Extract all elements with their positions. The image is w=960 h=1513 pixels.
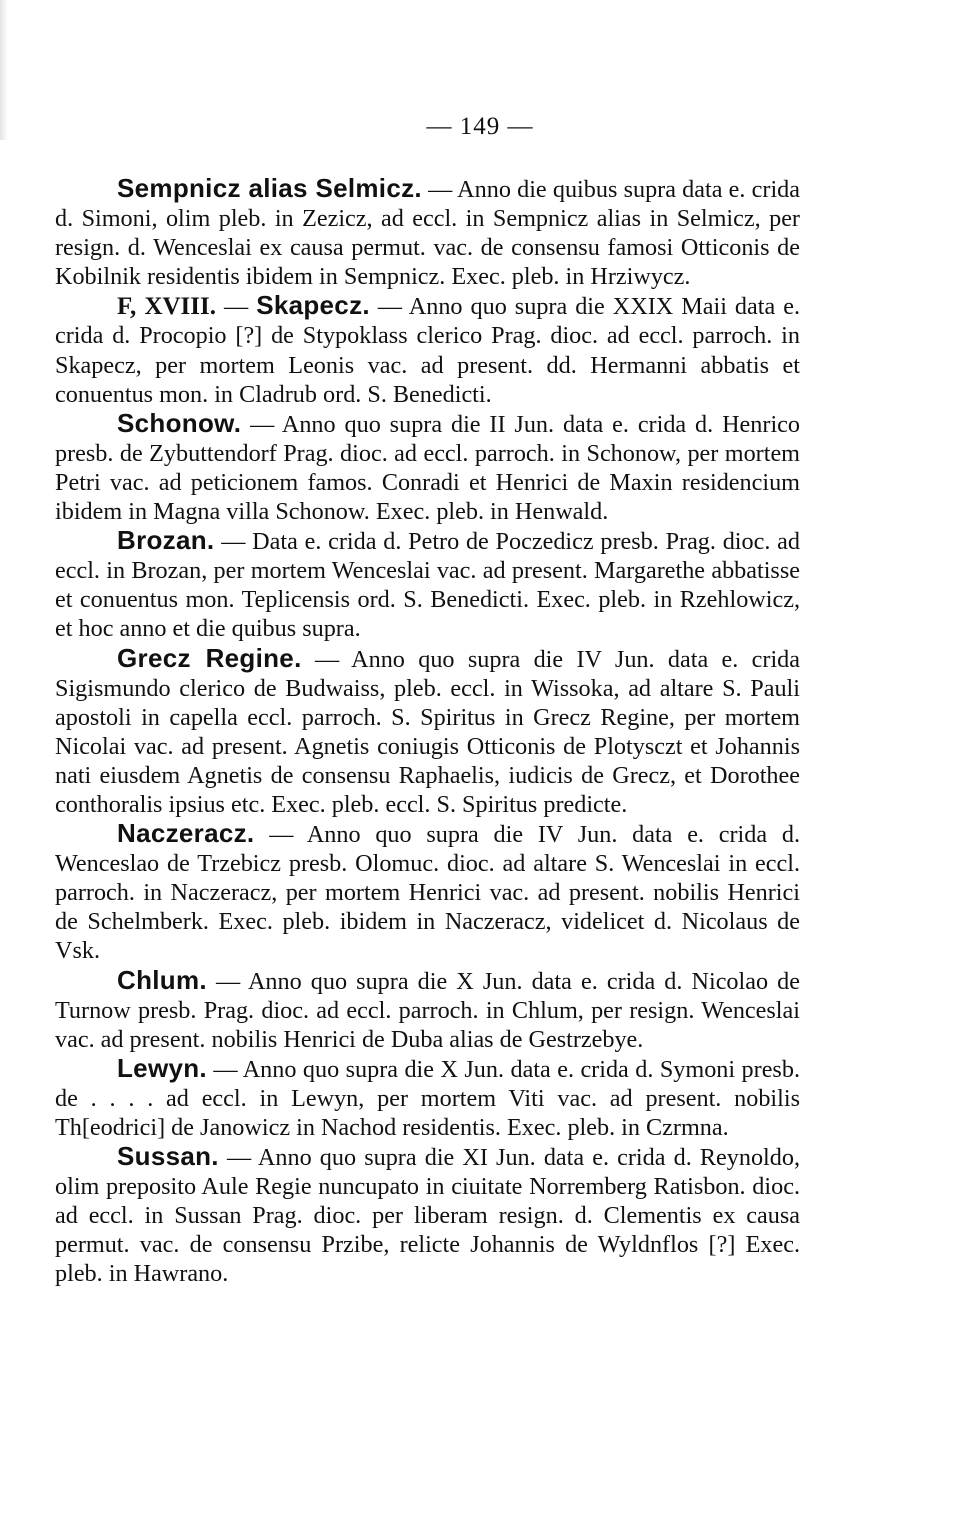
entry-lewyn [55,1054,800,1142]
entry-separator: — [224,293,257,321]
entry-body: — Anno die quibus supra data e. crida d. Simoni, olim pleb. in Zezicz, ad eccl. in Sempnicz alias in Selmicz, per resign. d. Wenceslai ex causa permut. vac. de consensu famosi Otticonis de Kobilnik residentis ibidem in Sempnicz. Exec. pleb. in Hrziwycz. [55,176,800,291]
entry-heading: Sempnicz alias Selmicz. [117,173,422,203]
entry-body: — Anno quo supra die XXIX Maii data e. crida d. Procopio [?] de Stypoklass clerico Prag. dioc. ad eccl. parroch. in Skapecz, per mortem Leonis vac. ad present. dd. Hermanni abbatis et conuentus mon. in Cladrub ord. S. Benedicti. [55,293,801,408]
entry-heading: Lewyn. [117,1052,207,1083]
entry-body: — Anno quo supra die X Jun. data e. crida d. Symoni presb. de . . . . ad eccl. in Lewyn, per mortem Viti vac. ad present. nobilis Th[eodrici] de Janowicz in Nachod residentis. Exec. pleb. in Czrmna. [55,1055,800,1141]
entry-heading: Skapecz. [256,290,370,321]
entry-sempnicz [55,174,800,291]
entry-chlum [55,966,800,1054]
entry-heading: Chlum. [117,964,207,995]
entry-body: — Anno quo supra die IV Jun. data e. crida Sigismundo clerico de Budwaiss, pleb. eccl. in Wissoka, ad altare S. Pauli apostoli in capella eccl. parroch. S. Spiritus in Grecz Regine, per mortem Nicolai vac. ad present. Agnetis coniugis Otticonis de Plotysczt et Johannis nati eiusdem Agnetis de consensu Raphaelis, iudicis de Grecz, et Dorothee conthoralis ipsius etc. Exec. pleb. eccl. S. Spiritus predicte. [55,645,800,818]
entry-body: — Anno quo supra die II Jun. data e. crida d. Henrico presb. de Zybuttendorf Prag. dioc. ad eccl. parroch. in Schonow, per mortem Petri vac. ad peticionem famos. Conradi et Henrici de Maxin residencium ibidem in Magna villa Schonow. Exec. pleb. in Henwald. [55,410,800,526]
entry-naczeracz [55,819,800,965]
entry-sussan [55,1142,800,1288]
entry-body: — Anno quo supra die X Jun. data e. crida d. Nicolao de Turnow presb. Prag. dioc. ad eccl. parroch. in Chlum, per resign. Wenceslai vac. ad present. nobilis Henrici de Duba alias de Gestrzebye. [55,967,800,1053]
page-number: — 149 — [426,113,534,140]
entry-body: — Anno quo supra die IV Jun. data e. crida d. Wenceslao de Trzebicz presb. Olomuc. dioc. ad altare S. Wenceslai in eccl. parroch. in Naczeracz, per mortem Henrici vac. ad present. nobilis Henrici de Schelmberk. Exec. pleb. ibidem in Naczeracz, videlicet d. Nicolaus de Vsk. [55,821,800,965]
entry-heading: Brozan. [117,525,215,556]
entry-heading: Schonow. [117,407,242,438]
entry-schonow [55,409,800,526]
entry-grecz-regine [55,644,800,820]
entry-body: — Data e. crida d. Petro de Poczedicz presb. Prag. dioc. ad eccl. in Brozan, per mortem Wenceslai vac. ad present. Margarethe abbatisse et conuentus mon. Teplicensis ord. S. Benedicti. Exec. pleb. in Rzehlowicz, et hoc anno et die quibus supra. [55,528,800,643]
entry-heading: Sussan. [117,1141,219,1172]
register-text [55,174,800,1289]
entry-heading: Grecz Regine. [117,642,302,673]
entry-brozan [55,526,800,643]
entry-heading: Naczeracz. [117,818,255,849]
entry-body: — Anno quo supra die XI Jun. data e. crida d. Reynoldo, olim preposito Aule Regie nuncupato in ciuitate Norremberg Ratisbon. dioc. ad eccl. in Sussan Prag. dioc. per liberam resign. d. Clementis ex causa permut. vac. de consensu Przibe, relicte Johannis de Wyldnflos [?] Exec. pleb. in Hawrano. [55,1144,800,1288]
folio-marker: F, XVIII. [117,293,216,321]
entry-skapecz [55,291,800,408]
